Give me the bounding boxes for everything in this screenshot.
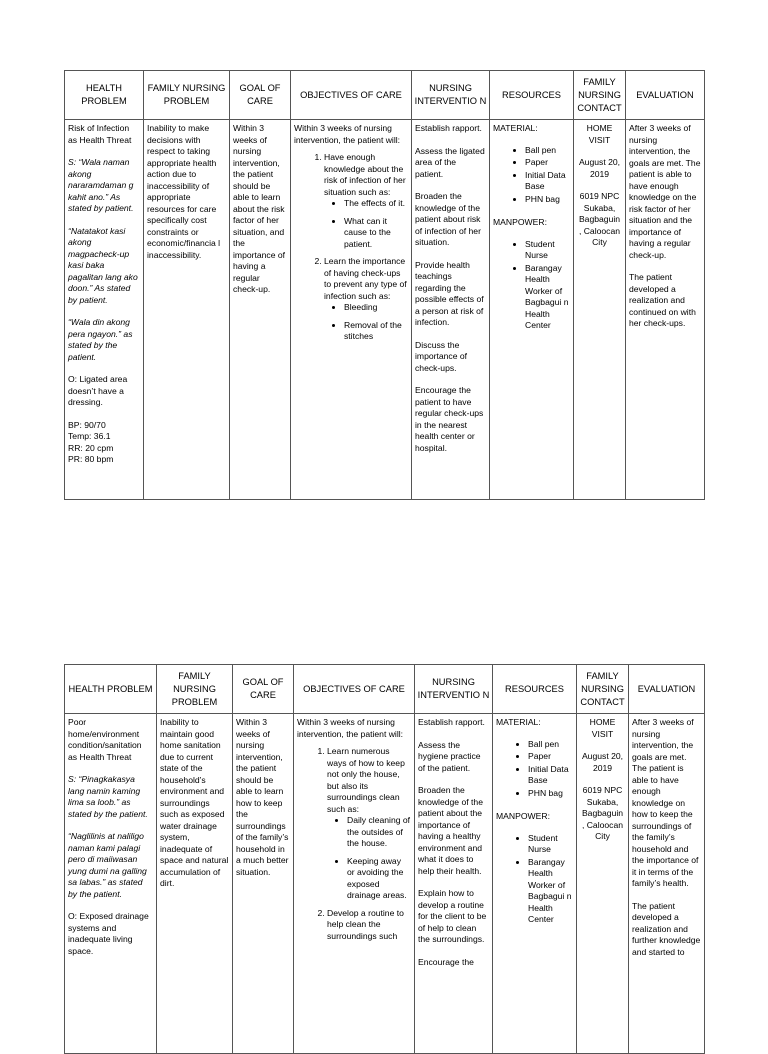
- material-label: MATERIAL:: [496, 717, 541, 727]
- evaluation-text: The patient developed a realization and further knowledge and started to: [632, 900, 701, 957]
- intervention-item: Broaden the knowledge of the patient about the importance of having a healthy environment and what it does to help their health.: [418, 785, 483, 876]
- health-problem-cell: [65, 714, 157, 1054]
- care-plan-table-2: [64, 664, 705, 1054]
- subjective-quote-2: “Naglilinis at naliligo naman kami palagi pero di maiiwasan yung dumi na galling sa labas.” as stated by the patient.: [68, 831, 147, 899]
- resources-cell: [493, 714, 577, 1054]
- objective-subitem: • Bleeding: [344, 302, 408, 314]
- intervention-item: Explain how to develop a routine for the client to be of help to clean the surroundings.: [418, 888, 487, 944]
- manpower-item: • Student Nurse: [528, 833, 573, 856]
- intervention-item: Broaden the knowledge of the patient about risk of infection of her situation.: [415, 191, 481, 247]
- table-row: [65, 120, 705, 500]
- manpower-label: MANPOWER:: [496, 811, 550, 821]
- objectives-list: [297, 746, 411, 942]
- materials-list: [493, 145, 570, 206]
- objective-subitem: • The effects of it.: [344, 198, 408, 210]
- header-evaluation: EVALUATION: [629, 665, 705, 714]
- vital-rr: RR: 20 cpm: [68, 442, 114, 453]
- materials-list: [496, 739, 573, 800]
- objective-cue: O: Ligated area doesn’t have a dressing.: [68, 374, 128, 407]
- header-health-problem: HEALTH PROBLEM: [65, 71, 144, 120]
- header-family-nursing-problem: FAMILY NURSING PROBLEM: [157, 665, 233, 714]
- intervention-item: Assess the ligated area of the patient.: [415, 145, 485, 179]
- material-item: • Ball pen: [525, 145, 570, 157]
- header-family-nursing-contact: FAMILY NURSING CONTACT: [577, 665, 629, 714]
- objective-sublist: [324, 198, 408, 250]
- objective-item: 1. Learn numerous ways of how to keep not only the house, but also its surroundings clean such as: • Daily cleaning of the outsides of the house. • Keeping away or avoiding the exposed drainage areas.: [327, 746, 411, 902]
- evaluation-text: After 3 weeks of nursing intervention, the goals are met. The patient is able to have enough knowledge on how to keep the surroundings of the family’s household and the importance of it in terms of the family’s health.: [632, 717, 699, 888]
- manpower-item: • Student Nurse: [525, 239, 570, 262]
- header-health-problem: HEALTH PROBLEM: [65, 665, 157, 714]
- header-goal-of-care: GOAL OF CARE: [233, 665, 294, 714]
- header-family-nursing-problem: FAMILY NURSING PROBLEM: [144, 71, 230, 120]
- manpower-list: [493, 239, 570, 332]
- objective-sublist: [324, 302, 408, 343]
- material-label: MATERIAL:: [493, 123, 538, 133]
- material-item: • Paper: [528, 751, 573, 763]
- health-problem-cell: [65, 120, 144, 500]
- manpower-item: • Barangay Health Worker of Bagbagui n Health Center: [525, 263, 570, 332]
- intervention-item: Establish rapport.: [418, 717, 485, 727]
- intervention-item: Discuss the importance of check-ups.: [415, 339, 468, 373]
- table-row: [65, 714, 705, 1054]
- header-objectives-of-care: OBJECTIVES OF CARE: [294, 665, 415, 714]
- evaluation-cell: [629, 714, 705, 1054]
- subjective-quote-1: S: “Pinagkakasya lang namin kaming lima sa loob.” as stated by the patient.: [68, 774, 148, 819]
- family-nursing-problem-cell: Inability to make decisions with respect to taking appropriate health action due to inaccessibility of appropriate resources for care specifically cost constraints or economic/financia l inaccessibility.: [144, 120, 230, 500]
- objective-cue: O: Exposed drainage systems and inadequate living space.: [68, 911, 149, 956]
- header-family-nursing-contact: FAMILY NURSING CONTACT: [574, 71, 626, 120]
- vital-signs: [68, 420, 140, 466]
- contact-date: August 20, 2019: [578, 157, 621, 179]
- objective-subitem: • Keeping away or avoiding the exposed drainage areas.: [347, 856, 411, 902]
- material-item: • Ball pen: [528, 739, 573, 751]
- manpower-label: MANPOWER:: [493, 217, 547, 227]
- vital-bp: BP: 90/70: [68, 419, 106, 430]
- intervention-item: Provide health teachings regarding the possible effects of a person at risk of infection.: [415, 259, 484, 327]
- contact-date: August 20, 2019: [581, 751, 624, 773]
- material-item: • Paper: [525, 157, 570, 169]
- family-nursing-problem-cell: Inability to maintain good home sanitation due to current state of the household’s environment and surroundings such as exposed water drainage system, inadequate of space and natural accumulation of dirt.: [157, 714, 233, 1054]
- header-goal-of-care: GOAL OF CARE: [230, 71, 291, 120]
- evaluation-text: After 3 weeks of nursing intervention, the goals are met. The patient is able to have enough knowledge on the risk factor of her situation and the importance of having a regular check-up.: [629, 123, 701, 260]
- header-nursing-intervention: NURSING INTERVENTIO N: [412, 71, 490, 120]
- manpower-list: [496, 833, 573, 926]
- header-resources: RESOURCES: [490, 71, 574, 120]
- health-problem-title: Risk of Infection as Health Threat: [68, 123, 132, 145]
- objective-item: 2. Develop a routine to help clean the surroundings such: [327, 908, 411, 943]
- family-nursing-contact-cell: [574, 120, 626, 500]
- material-item: • PHN bag: [528, 788, 573, 800]
- material-item: • Initial Data Base: [525, 170, 570, 193]
- evaluation-text: The patient developed a realization and continued on with her check-ups.: [629, 272, 696, 328]
- manpower-item: • Barangay Health Worker of Bagbagui n Health Center: [528, 857, 573, 926]
- table-header-row: [65, 665, 705, 714]
- nursing-intervention-cell: [415, 714, 493, 1054]
- care-plan-table-1: [64, 70, 705, 500]
- material-item: • PHN bag: [525, 194, 570, 206]
- objective-subitem: • Removal of the stitches: [344, 320, 408, 343]
- intervention-item: Encourage the patient to have regular check-ups in the nearest health center or hospital.: [415, 385, 484, 453]
- nursing-intervention-cell: [412, 120, 490, 500]
- health-problem-title: Poor home/environment condition/sanitation as Health Threat: [68, 717, 142, 762]
- objectives-intro: Within 3 weeks of nursing intervention, the patient will:: [294, 123, 401, 145]
- vital-pr: PR: 80 bpm: [68, 454, 114, 464]
- objective-item: 1. Have enough knowledge about the risk of infection of her situation such as: • The effects of it. • What can it cause to the patient.: [324, 152, 408, 250]
- contact-type: HOME VISIT: [586, 123, 613, 145]
- objectives-of-care-cell: [294, 714, 415, 1054]
- evaluation-cell: [626, 120, 705, 500]
- header-evaluation: EVALUATION: [626, 71, 705, 120]
- objectives-intro: Within 3 weeks of nursing intervention, the patient will:: [297, 717, 404, 739]
- intervention-item: Assess the hygiene practice of the patient.: [418, 739, 481, 773]
- goal-of-care-cell: Within 3 weeks of nursing intervention, the patient should be able to learn about the risk factor of her situation, and the importance of having a regular check-up.: [230, 120, 291, 500]
- subjective-quote-1: S: “Wala naman akong nararamdaman g kahit ano.” As stated by patient.: [68, 157, 134, 213]
- subjective-quote-3: “Wala din akong pera ngayon.” as stated by the patient.: [68, 317, 133, 362]
- contact-address: 6019 NPC Sukaba, Bagbaguin , Caloocan City: [578, 191, 621, 247]
- family-nursing-contact-cell: [577, 714, 629, 1054]
- objective-subitem: • Daily cleaning of the outsides of the house.: [347, 815, 411, 850]
- subjective-quote-2: “Natatakot kasi akong magpacheck-up kasi baka pagalitan lang ako doon.” As stated by patient.: [68, 225, 138, 305]
- header-objectives-of-care: OBJECTIVES OF CARE: [291, 71, 412, 120]
- material-item: • Initial Data Base: [528, 764, 573, 787]
- header-resources: RESOURCES: [493, 665, 577, 714]
- contact-type: HOME VISIT: [589, 717, 616, 739]
- objectives-list: [294, 152, 408, 343]
- objective-sublist: [327, 815, 411, 902]
- objective-item: 2. Learn the importance of having check-ups to prevent any type of infection such as: • Bleeding • Removal of the stitches: [324, 256, 408, 343]
- table-header-row: [65, 71, 705, 120]
- objective-subitem: • What can it cause to the patient.: [344, 216, 408, 251]
- goal-of-care-cell: Within 3 weeks of nursing intervention, the patient should be able to learn how to keep the surroundings of the family’s household in a much better situation.: [233, 714, 294, 1054]
- resources-cell: [490, 120, 574, 500]
- vital-temp: Temp: 36.1: [68, 431, 111, 441]
- objectives-of-care-cell: [291, 120, 412, 500]
- intervention-item: Establish rapport.: [415, 123, 482, 133]
- intervention-item: Encourage the: [418, 956, 474, 967]
- header-nursing-intervention: NURSING INTERVENTIO N: [415, 665, 493, 714]
- contact-address: 6019 NPC Sukaba, Bagbaguin , Caloocan City: [581, 785, 624, 841]
